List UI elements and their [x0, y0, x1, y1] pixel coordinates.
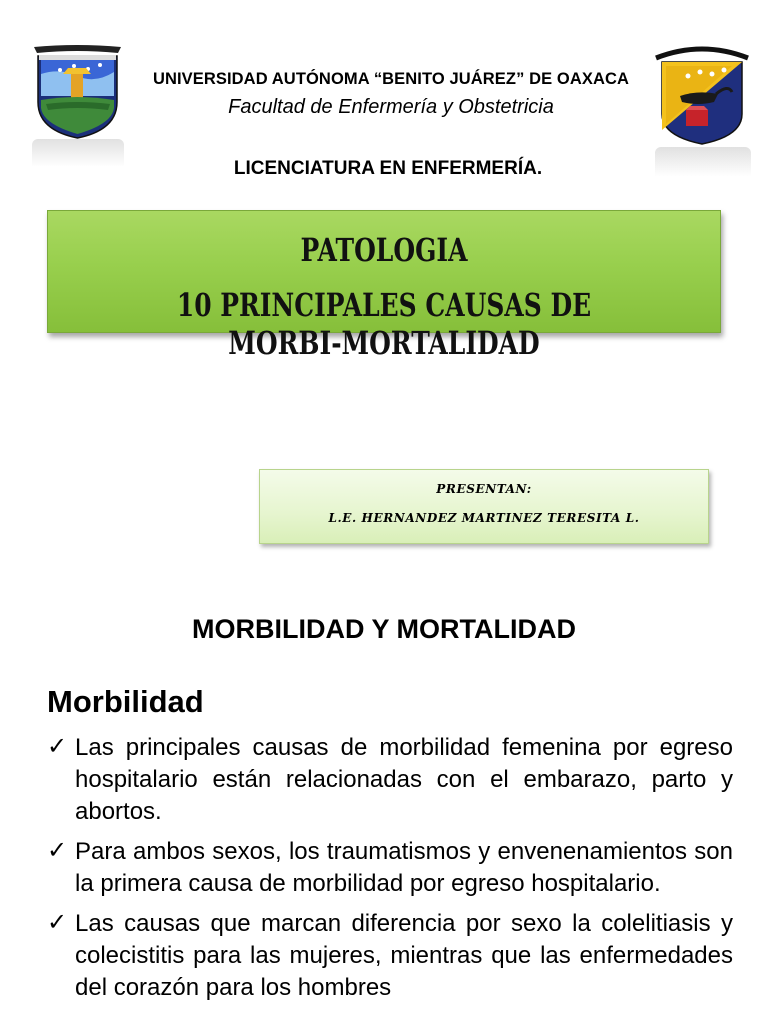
list-item [47, 908, 733, 1004]
topic-title: 10 PRINCIPALES CAUSAS DE MORBI-MORTALIDAD [176, 286, 592, 362]
section-subtitle: Morbilidad [47, 684, 204, 719]
bullet-text: Para ambos sexos, los traumatismos y envenenamientos son la primera causa de morbilidad por egreso hospitalario. [75, 838, 733, 897]
section-title: MORBILIDAD Y MORTALIDAD [192, 614, 576, 644]
university-seal-icon [30, 44, 125, 139]
degree-name: LICENCIATURA EN ENFERMERÍA. [233, 158, 543, 179]
faculty-name: Facultad de Enfermería y Obstetricia [228, 96, 554, 118]
bullet-text: Las causas que marcan diferencia por sexo la colelitiasis y colecistitis para las mujeres, mientras que las enfermedades del corazón para los hombres [75, 910, 733, 1001]
bullet-list [47, 732, 733, 1012]
presenters-label: PRESENTAN: [436, 482, 532, 496]
presenter-name: L.E. HERNANDEZ MARTINEZ TERESITA L. [328, 511, 640, 525]
nursing-shield-icon [652, 44, 752, 146]
course-title: PATOLOGIA [300, 231, 468, 269]
checkmark-icon: ✓ [47, 733, 68, 760]
university-seal-logo [30, 44, 125, 139]
nursing-school-logo [652, 44, 752, 146]
title-box [47, 210, 721, 362]
checkmark-icon: ✓ [47, 837, 68, 864]
list-item [47, 836, 733, 900]
nursing-school-logo-reflection [655, 147, 751, 177]
bullet-text: Las principales causas de morbilidad femenina por egreso hospitalario están relacionadas con el embarazo, parto y abortos. [75, 734, 733, 825]
checkmark-icon: ✓ [47, 909, 68, 936]
list-item [47, 732, 733, 828]
presenters-box [259, 469, 709, 544]
university-name: UNIVERSIDAD AUTÓNOMA “BENITO JUÁREZ” DE OAXACA [152, 70, 630, 88]
